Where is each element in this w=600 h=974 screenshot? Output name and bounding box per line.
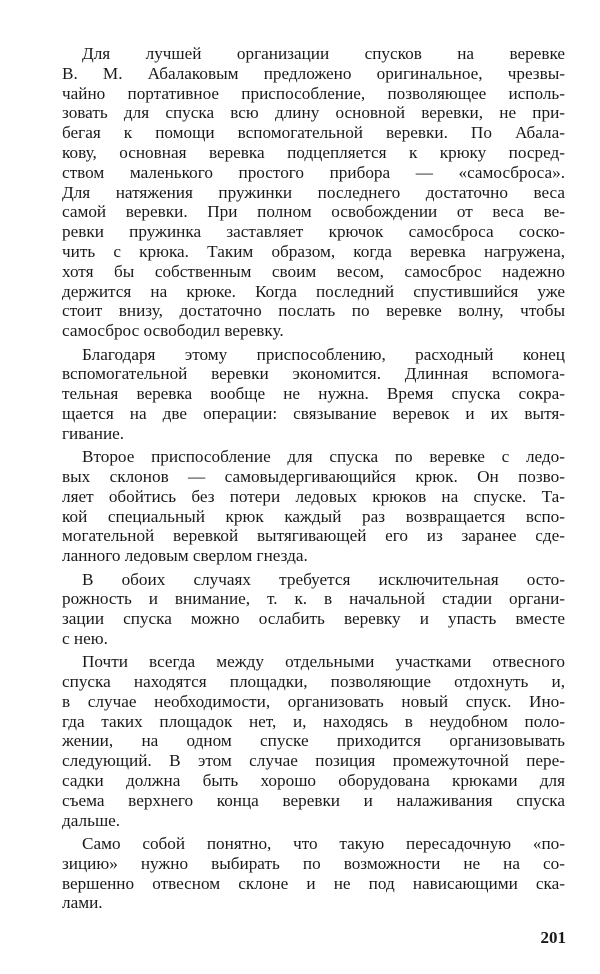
text-line: зации спуска можно ослабить веревку и упасть вместе xyxy=(62,609,565,629)
text-line: садки должна быть хорошо оборудована крюками для xyxy=(62,771,565,791)
text-line: ланного ледовым сверлом гнезда. xyxy=(62,546,308,566)
paragraph xyxy=(62,570,565,649)
text-line: зовать для спуска всю длину основной веревки, не при- xyxy=(62,103,565,123)
paragraph xyxy=(62,447,565,566)
text-line: зицию» нужно выбирать по возможности не на со- xyxy=(62,853,565,873)
text-line: вых склонов — самовыдергивающийся крюк. Он позво- xyxy=(62,466,565,486)
text-line: дальше. xyxy=(62,810,121,830)
page-body xyxy=(62,44,565,917)
text-line: с нею. xyxy=(62,628,108,648)
text-line: гивание. xyxy=(62,423,125,443)
text-line: спуска находятся площадки, позволяющие отдохнуть и, xyxy=(62,672,565,692)
text-line: В обоих случаях требуется исключительная осто- xyxy=(82,569,565,589)
text-line: Второе приспособление для спуска по веревке с ледо- xyxy=(82,447,565,467)
text-line: бегая к помощи вспомогательной веревки. По Абала- xyxy=(62,123,565,143)
text-line: хотя бы собственным своим весом, самосброс надежно xyxy=(62,261,565,281)
text-line: гда таких площадок нет, и, находясь в неудобном поло- xyxy=(62,711,565,731)
text-line: следующий. В этом случае позиция промежуточной пере- xyxy=(62,751,565,771)
text-line: Благодаря этому приспособлению, расходный конец xyxy=(82,344,565,364)
text-line: в случае необходимости, организовать новый спуск. Ино- xyxy=(62,691,565,711)
paragraph xyxy=(62,345,565,444)
text-line: щается на две операции: связывание веревок и их вытя- xyxy=(62,403,565,423)
text-line: тельная веревка вообще не нужна. Время спуска сокра- xyxy=(62,384,565,404)
text-line: ревки пружинка заставляет крючок самосброса соско- xyxy=(62,222,565,242)
text-line: вершенно отвесном склоне и не под нависающими ска- xyxy=(62,873,565,893)
text-line: Почти всегда между отдельными участками отвесного xyxy=(82,652,565,672)
text-line: вспомогательной веревки экономится. Длинная вспомога- xyxy=(62,364,565,384)
text-line: могательной веревкой вытягивающей его из заранее сде- xyxy=(62,526,565,546)
text-line: самой веревки. При полном освобождении от веса ве- xyxy=(62,202,565,222)
text-line: держится на крюке. Когда последний спустившийся уже xyxy=(62,281,565,301)
text-line: ством маленького простого прибора — «самосброса». xyxy=(62,162,565,182)
text-line: ляет обойтись без потери ледовых крюков на спуске. Та- xyxy=(62,486,565,506)
page-number: 201 xyxy=(540,928,566,947)
text-line: съема верхнего конца веревки и налаживания спуска xyxy=(62,790,565,810)
paragraph xyxy=(62,652,565,830)
text-line: чить с крюка. Таким образом, когда веревка нагружена, xyxy=(62,241,565,261)
text-line: стоит внизу, достаточно послать по веревке волну, чтобы xyxy=(62,301,565,321)
paragraph xyxy=(62,44,565,341)
text-line: рожность и внимание, т. к. в начальной стадии органи- xyxy=(62,589,565,609)
text-line: кову, основная веревка подцепляется к крюку посред- xyxy=(62,142,565,162)
text-line: лами. xyxy=(62,893,103,913)
text-line: чайно портативное приспособление, позволяющее исполь- xyxy=(62,83,565,103)
paragraph xyxy=(62,834,565,913)
text-line: Для натяжения пружинки последнего достаточно веса xyxy=(62,182,565,202)
text-line: Для лучшей организации спусков на веревке xyxy=(82,44,565,63)
text-line: В. М. Абалаковым предложено оригинальное, чрезвы- xyxy=(62,63,565,83)
text-line: кой специальный крюк каждый раз возвращается вспо- xyxy=(62,506,565,526)
text-line: жении, на одном спуске приходится организовывать xyxy=(62,731,565,751)
text-line: Само собой понятно, что такую пересадочную «по- xyxy=(82,834,565,854)
text-line: самосброс освободил веревку. xyxy=(62,321,284,341)
